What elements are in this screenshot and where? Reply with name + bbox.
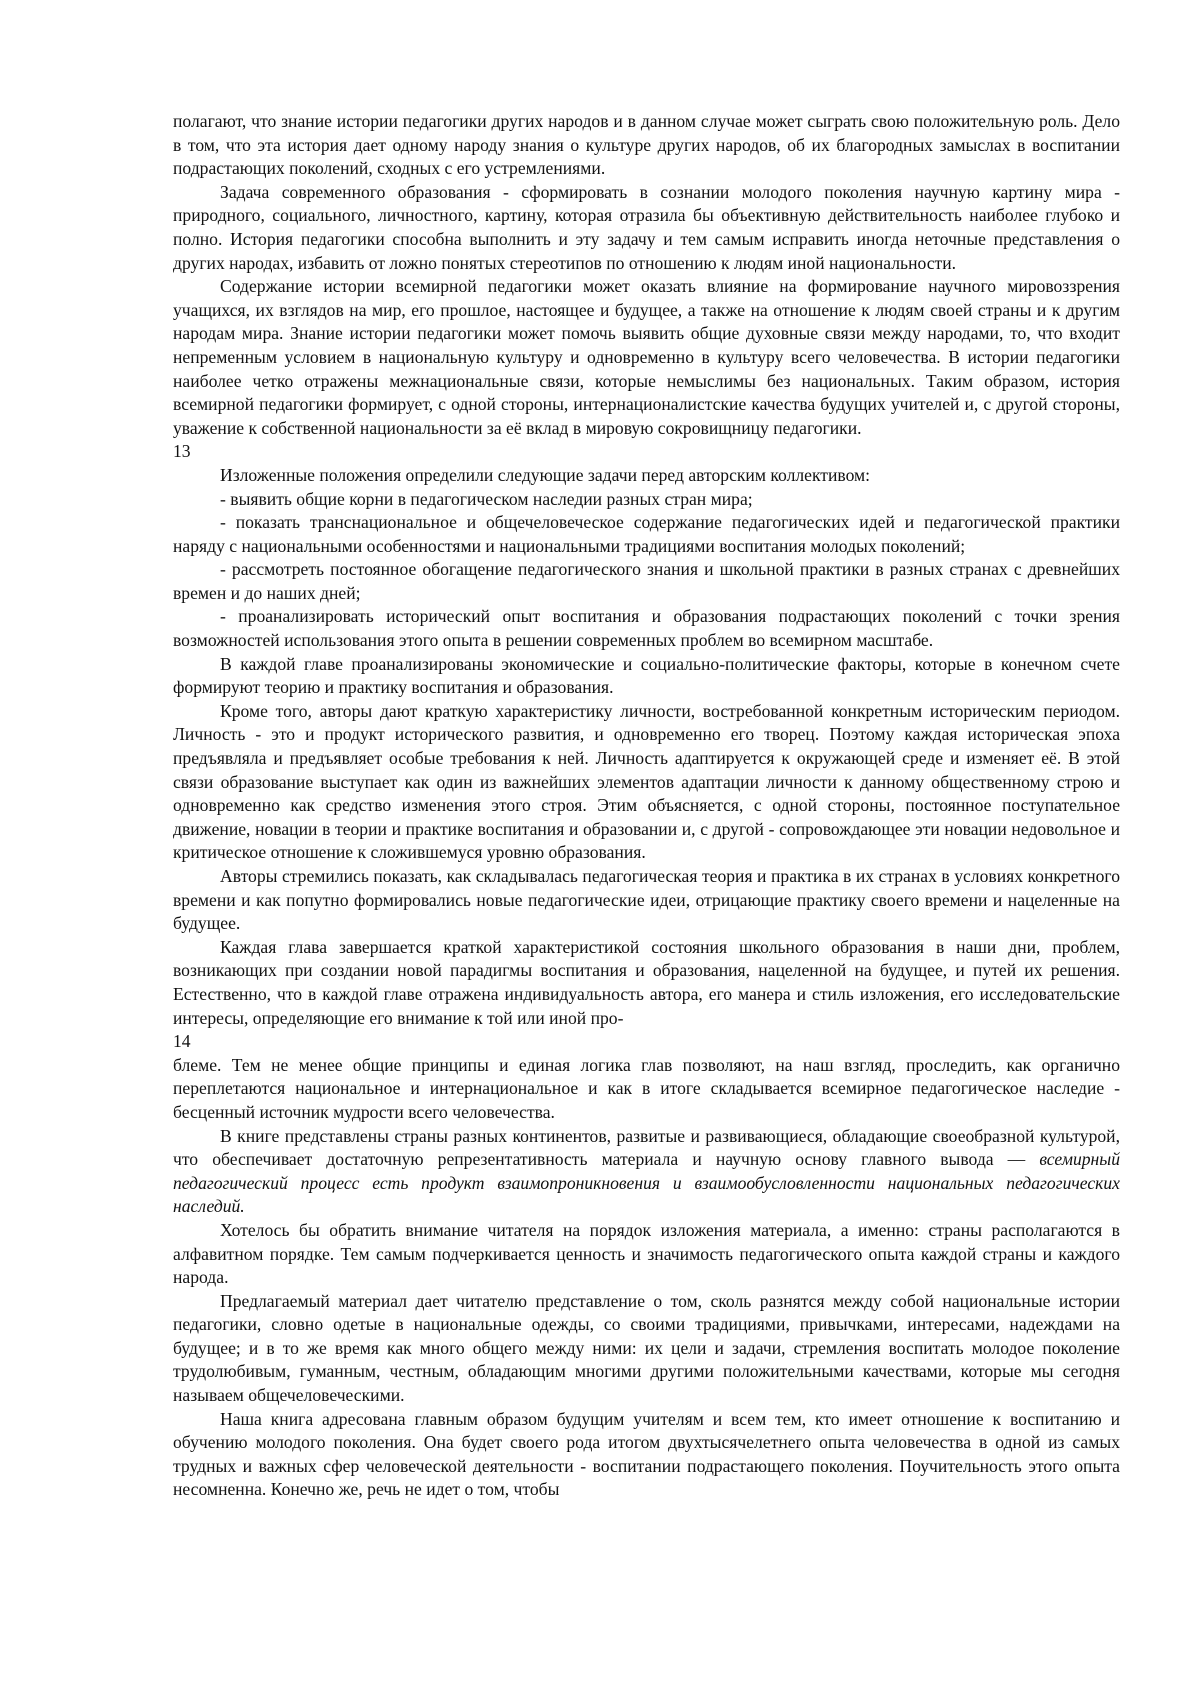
document-page — [173, 110, 1120, 1502]
list-item: - показать транснациональное и общечеловеческое содержание педагогических идей и педагогической практики наряду с национальными особенностями и национальными традициями воспитания молодых поколений; — [173, 512, 1120, 556]
paragraph: Изложенные положения определили следующие задачи перед авторским коллективом: — [220, 464, 871, 485]
paragraph: Предлагаемый материал дает читателю представление о том, сколь разнятся между собой национальные истории педагогики, словно одетые в национальные одежды, со своими традициями, привычками, интересами, надеждами на будущее; и в то же время как много общего между ними: их цели и задачи, стремления воспитать молодое поколение трудолюбивым, гуманным, честным, обладающим многими другими положительными качествами, которые мы сегодня называем общечеловеческими. — [173, 1290, 1120, 1406]
paragraph: Кроме того, авторы дают краткую характеристику личности, востребованной конкретным историческим периодом. Личность - это и продукт исторического развития, и одновременно его творец. Поэтому каждая историческая эпоха предъявляла и предъявляет особые требования к ней. Личность адаптируется к окружающей среде и изменяет её. В этой связи образование выступает как один из важнейших элементов адаптации личности к данному общественному строю и одновременно как средство изменения этого строя. Этим объясняется, с одной стороны, постоянное поступательное движение, новации в теории и практике воспитания и образовании и, с другой - сопровождающее эти новации недовольное и критическое отношение к сложившемуся уровню образования. — [173, 700, 1120, 863]
list-item: - выявить общие корни в педагогическом наследии разных стран мира; — [220, 488, 753, 509]
paragraph: Содержание истории всемирной педагогики может оказать влияние на формирование научного мировоззрения учащихся, их взглядов на мир, его прошлое, настоящее и будущее, а также на отношение к людям своей страны и к другим народам мира. Знание истории педагогики может помочь выявить общие духовные связи между народами, то, что входит непременным условием в национальную культуру и одновременно в культуру всего человечества. В истории педагогики наиболее четко отражены межнациональные связи, которые немыслимы без национальных. Таким образом, история всемирной педагогики формирует, с одной стороны, интернационалистские качества будущих учителей и, с другой стороны, уважение к собственной национальности за её вклад в мировую сокровищницу педагогики. — [173, 276, 1120, 438]
paragraph: Задача современного образования - сформировать в сознании молодого поколения научную картину мира - природного, социального, личностного, картину, которая отразила бы объективную действительность наиболее глубоко и полно. История педагогики способна выполнить и эту задачу и тем самым исправить иногда неточные представления о других народах, избавить от ложно понятых стереотипов по отношению к людям иной национальности. — [173, 181, 1120, 273]
paragraph: Каждая глава завершается краткой характеристикой состояния школьного образования в наши дни, проблем, возникающих при создании новой парадигмы воспитания и образования, нацеленной на будущее, и путей их решения. Естественно, что в каждой главе отражена индивидуальность автора, его манера и стиль изложения, его исследовательские интересы, определяющие его внимание к той или иной про- — [173, 936, 1120, 1028]
paragraph: Наша книга адресована главным образом будущим учителям и всем тем, кто имеет отношение к воспитанию и обучению молодого поколения. Она будет своего рода итогом двухтысячелетнего опыта человечества в одной из самых трудных и важных сфер человеческой деятельности - воспитании подрастающего поколения. Поучительность этого опыта несомненна. Конечно же, речь не идет о том, чтобы — [173, 1408, 1120, 1500]
page-number: 13 — [173, 441, 191, 462]
list-item: - рассмотреть постоянное обогащение педагогического знания и школьной практики в разных странах с древнейших времен и до наших дней; — [173, 559, 1120, 603]
paragraph: Хотелось бы обратить внимание читателя на порядок изложения материала, а именно: страны располагаются в алфавитном порядке. Тем самым подчеркивается ценность и значимость педагогического опыта каждой страны и каждого народа. — [173, 1219, 1120, 1288]
page-number: 14 — [173, 1031, 191, 1052]
paragraph: блеме. Тем не менее общие принципы и единая логика глав позволяют, на наш взгляд, проследить, как органично переплетаются национальное и интернациональное и как в итоге складывается всемирное педагогическое наследие - бесценный источник мудрости всего человечества. — [173, 1054, 1120, 1122]
paragraph: полагают, что знание истории педагогики других народов и в данном случае может сыграть свою положительную роль. Дело в том, что эта история дает одному народу знания о культуре других народов, об их благородных замыслах в воспитании подрастающих поколений, сходных с его устремлениями. — [173, 111, 1120, 179]
paragraph-text: В книге представлены страны разных континентов, развитые и развивающиеся, обладающие своеобразной культурой, что обеспечивает достаточную репрезентативность материала и научную основу главного вывода — — [173, 1125, 1120, 1170]
emphasized-conclusion: всемирный педагогический процесс есть продукт взаимопроникновения и взаимообусловленности национальных педагогических наследий. — [173, 1149, 1120, 1217]
paragraph: В каждой главе проанализированы экономические и социально-политические факторы, которые в конечном счете формируют теорию и практику воспитания и образования. — [173, 653, 1120, 698]
list-item: - проанализировать исторический опыт воспитания и образования подрастающих поколений с точки зрения возможностей использования этого опыта в решении современных проблем во всемирном масштабе. — [173, 606, 1120, 651]
paragraph-with-emphasis — [173, 1125, 1120, 1219]
paragraph: Авторы стремились показать, как складывалась педагогическая теория и практика в их странах в условиях конкретного времени и как попутно формировались новые педагогические идеи, отрицающие практику своего времени и нацеленные на будущее. — [173, 866, 1120, 934]
